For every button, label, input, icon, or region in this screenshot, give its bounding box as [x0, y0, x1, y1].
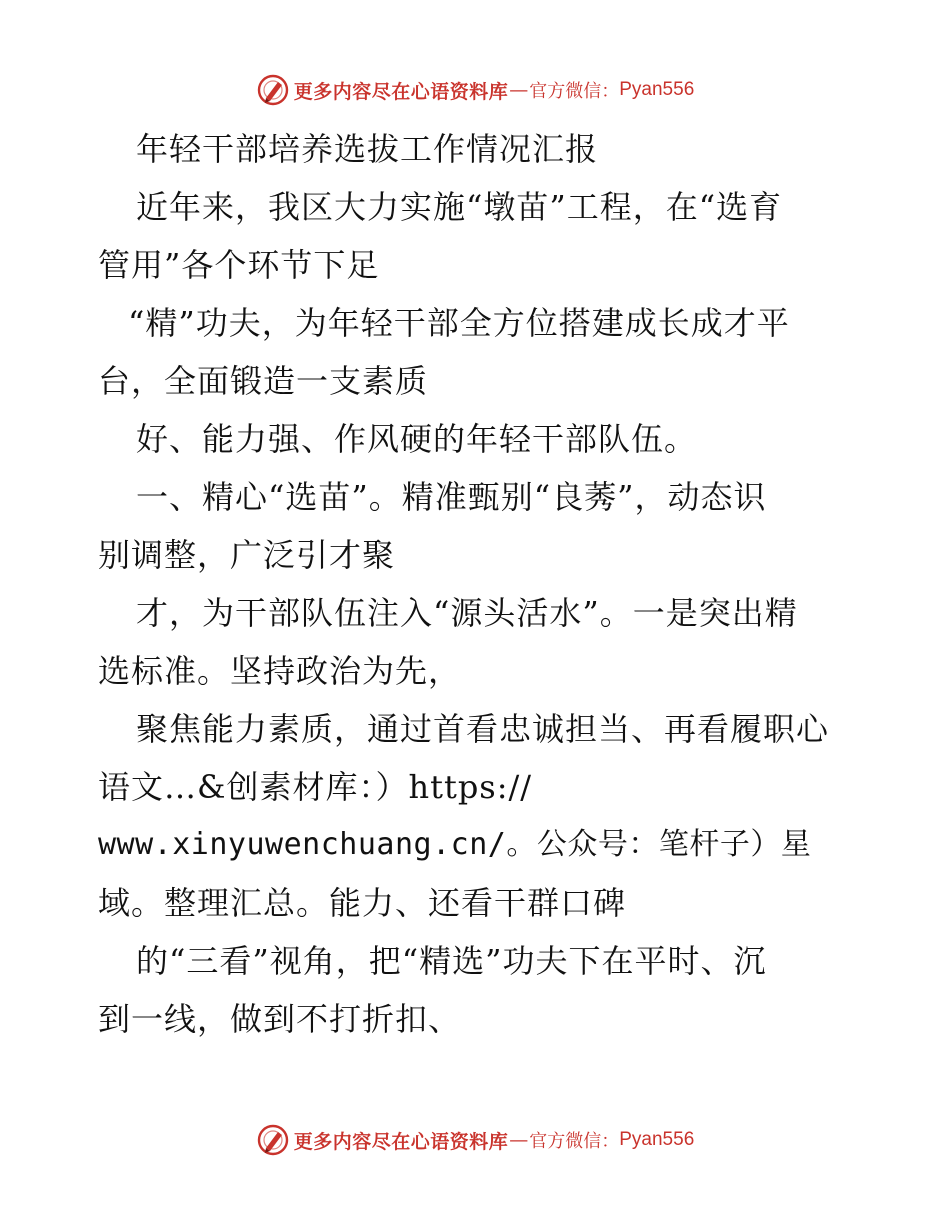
paragraph-line: 选标准。坚持政治为先， — [98, 652, 462, 690]
site-name-text: 更多内容尽在心语资料库 — [293, 80, 509, 103]
site-name-text: 更多内容尽在心语资料库 — [293, 1130, 509, 1153]
wechat-id: Pyan556 — [619, 1129, 695, 1150]
paragraph-line: 域。整理汇总。能力、还看干群口碑 — [98, 884, 627, 922]
paragraph-line: “精”功夫，为年轻干部全方位搭建成长成才平 — [128, 304, 790, 342]
paragraph-line: 好、能力强、作风硬的年轻干部队伍。 — [136, 420, 698, 458]
wechat-label: 官方微信： — [529, 81, 620, 102]
pen-logo-icon — [256, 1123, 290, 1157]
wechat-label: 官方微信： — [529, 1131, 620, 1152]
paragraph-line: 才，为干部队伍注入“源头活水”。一是突出精 — [136, 594, 798, 632]
document-body — [98, 120, 854, 1048]
footer-watermark-banner — [0, 1122, 950, 1158]
paragraph-line: 的“三看”视角，把“精选”功夫下在平时、沉 — [136, 942, 767, 980]
paragraph-line: 到一线，做到不打折扣、 — [98, 1000, 462, 1038]
paragraph-line: 一、精心“选苗”。精准甄别“良莠”，动态识 — [136, 478, 767, 516]
banner-dash: — — [509, 1129, 529, 1151]
header-watermark-banner — [0, 72, 950, 108]
banner-dash: — — [509, 79, 529, 101]
paragraph-line: 管用”各个环节下足 — [98, 246, 380, 284]
url-line: www.xinyuwenchuang.cn/。公众号：笔杆子）星 — [98, 827, 812, 862]
paragraph-line: 聚焦能力素质，通过首看忠诚担当、再看履职心 — [136, 710, 830, 748]
paragraph-line: 别调整，广泛引才聚 — [98, 536, 396, 574]
wechat-id: Pyan556 — [619, 79, 695, 100]
paragraph-line: 台，全面锻造一支素质 — [98, 362, 429, 400]
paragraph-line: 近年来，我区大力实施“墩苗”工程，在“选育 — [136, 188, 783, 226]
paragraph-line: 语文…&创素材库：）https:// — [98, 768, 533, 806]
document-title: 年轻干部培养选拔工作情况汇报 — [136, 130, 599, 168]
pen-logo-icon — [256, 73, 290, 107]
